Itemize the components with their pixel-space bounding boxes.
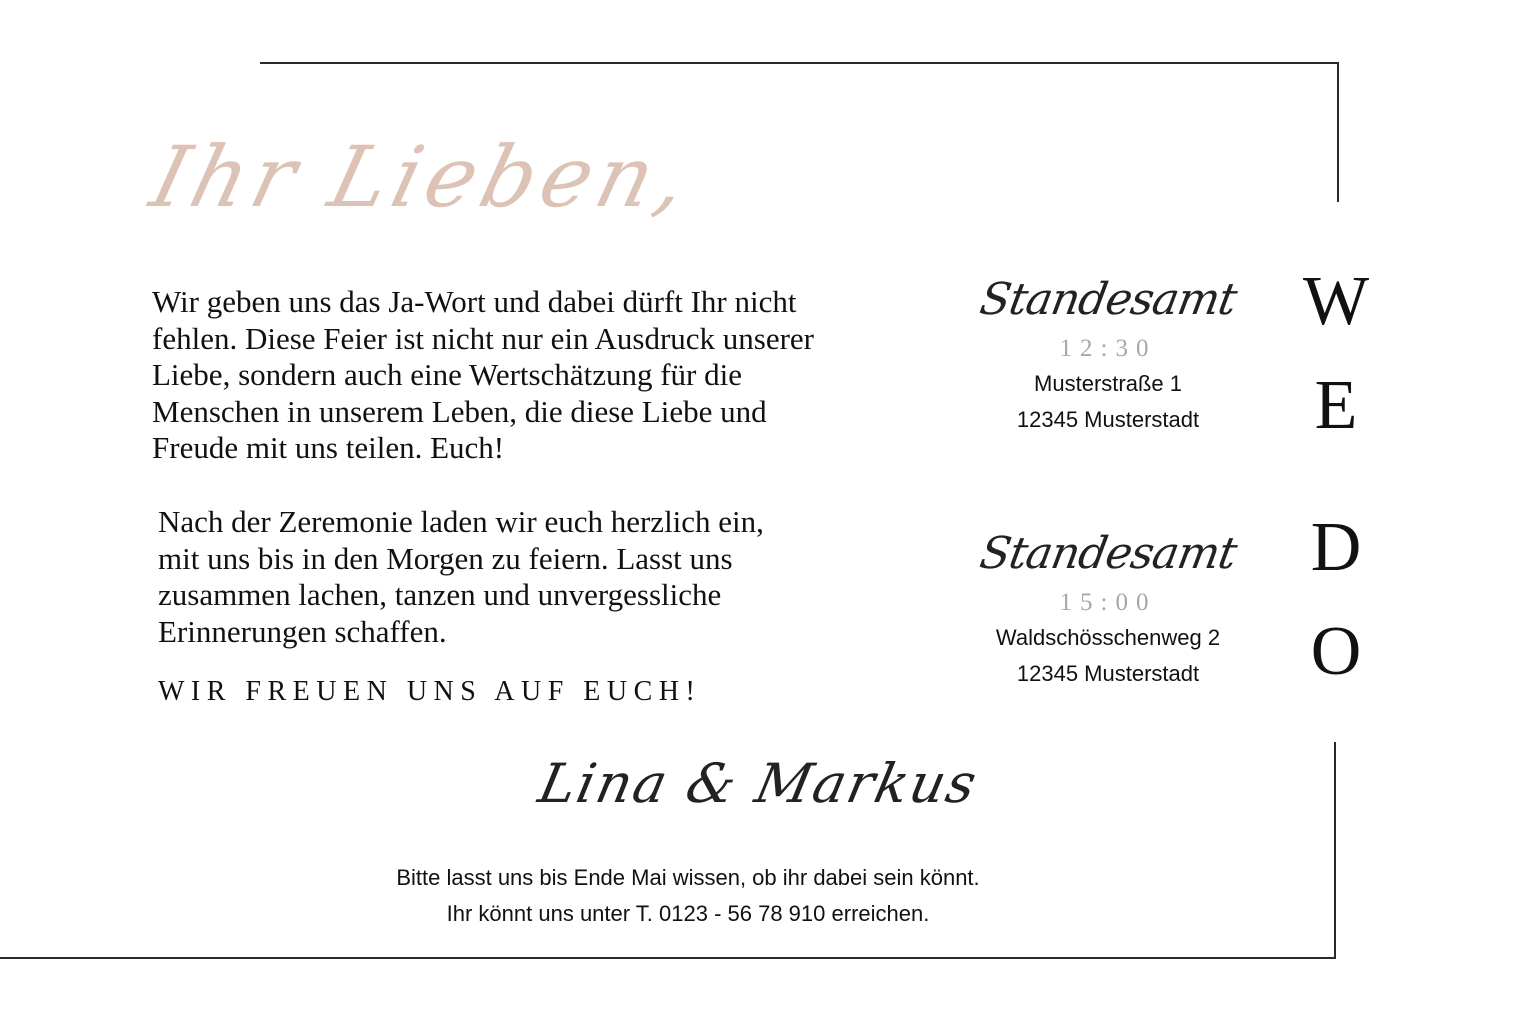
event-address-line2: 12345 Musterstadt bbox=[1016, 661, 1200, 686]
frame-right-line-upper bbox=[1337, 62, 1339, 202]
closing-line: WIR FREUEN UNS AUF EUCH! bbox=[158, 676, 702, 707]
rsvp-note: Bitte lasst uns bis Ende Mai wissen, ob ihr dabei sein könnt. bbox=[396, 865, 980, 890]
frame-top-line bbox=[260, 62, 1339, 64]
vertical-letter-d: D bbox=[1310, 509, 1362, 586]
event-block-1 bbox=[958, 272, 1258, 438]
contact-note: Ihr könnt uns unter T. 0123 - 56 78 910 erreichen. bbox=[446, 901, 930, 926]
frame-right-line-lower bbox=[1334, 742, 1336, 959]
event-time: 12:30 bbox=[1059, 335, 1157, 362]
vertical-letter-e: E bbox=[1314, 367, 1358, 444]
paragraph-line: Liebe, sondern auch eine Wertschätzung für die bbox=[152, 357, 742, 392]
paragraph-line: Wir geben uns das Ja-Wort und dabei dürft Ihr nicht bbox=[152, 284, 797, 319]
vertical-letter-w: W bbox=[1302, 263, 1370, 340]
event-address-line2: 12345 Musterstadt bbox=[1016, 407, 1200, 432]
paragraph-line: Erinnerungen schaffen. bbox=[158, 613, 447, 649]
paragraph-line: fehlen. Diese Feier ist nicht nur ein Ausdruck unserer bbox=[152, 320, 815, 356]
paragraph-line: Freude mit uns teilen. Euch! bbox=[152, 430, 505, 465]
event-address-line1: Waldschösschenweg 2 bbox=[995, 625, 1221, 650]
frame-bottom-line bbox=[0, 957, 1336, 959]
invitation-paragraph bbox=[152, 284, 814, 467]
event-block-2 bbox=[958, 526, 1258, 692]
paragraph-line: zusammen lachen, tanzen und unvergessliche bbox=[158, 577, 722, 612]
vertical-letter-o: O bbox=[1310, 613, 1362, 690]
event-title: Standesamt bbox=[976, 274, 1240, 325]
event-time: 15:00 bbox=[1059, 589, 1157, 616]
event-address-line1: Musterstraße 1 bbox=[1034, 371, 1182, 396]
paragraph-line: Nach der Zeremonie laden wir euch herzlich ein, bbox=[158, 504, 764, 539]
couple-signature: Lina & Markus bbox=[533, 752, 984, 815]
greeting-script: Ihr Lieben, bbox=[142, 128, 704, 226]
paragraph-line: Menschen in unserem Leben, die diese Liebe und bbox=[152, 393, 767, 429]
event-title: Standesamt bbox=[976, 528, 1240, 579]
celebration-paragraph bbox=[158, 504, 764, 650]
paragraph-line: mit uns bis in den Morgen zu feiern. Lasst uns bbox=[158, 540, 733, 576]
